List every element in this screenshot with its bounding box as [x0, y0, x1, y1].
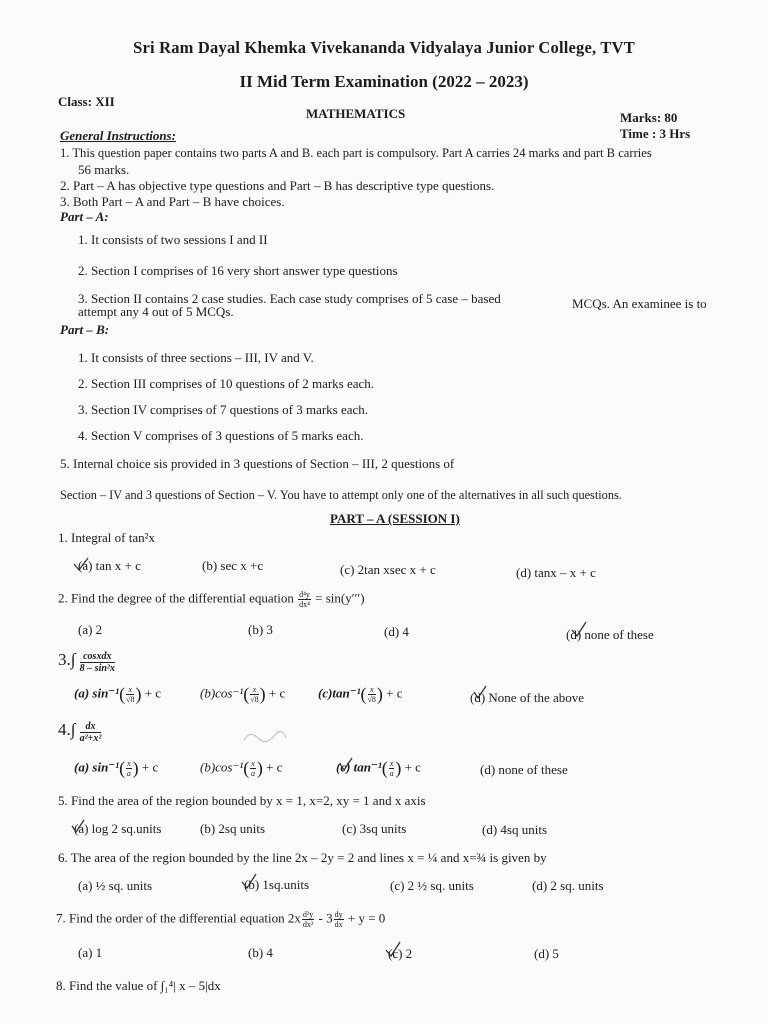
q4-option-d: (d) none of these — [480, 762, 568, 777]
q2-option-b: (b) 3 — [248, 622, 273, 637]
q7-option-d: (d) 5 — [534, 946, 559, 961]
question-7: 7. Find the order of the differential equation 2x $\frac{\text{d²y}}{\text{dx²}}$ - 3 $\frac{dy}{dx}$ + y = 0 — [56, 910, 386, 929]
instruction-1a: 1. This question paper contains two parts A and B. each part is compulsory. Part A carries 24 marks and part B carries — [60, 146, 652, 160]
question-3: 3.∫ $\frac{\text{cosxdx}}{\text{8 – sin²x}}$ — [58, 650, 115, 674]
q2-option-a: (a) 2 — [78, 622, 103, 637]
school-name: Sri Ram Dayal Khemka Vivekananda Vidyalaya Junior College, TVT — [133, 38, 635, 57]
tick-mark-icon — [72, 556, 90, 572]
q3-option-b: (b)cos⁻¹( $\frac{x}{√8}$ ) + c — [200, 684, 286, 704]
part-a-heading: Part – A: — [60, 209, 109, 224]
q7-option-c: (c) 2 — [388, 946, 413, 961]
q6-option-a: (a) ½ sq. units — [78, 878, 153, 893]
tick-mark-icon — [472, 684, 488, 700]
q4-option-c: (c) tan⁻¹( $\frac{x}{a}$ ) + c — [336, 758, 421, 778]
time-label: Time : 3 Hrs — [620, 126, 691, 141]
q4-option-b: (b)cos⁻¹( $\frac{x}{a}$ ) + c — [200, 758, 283, 778]
instruction-2: 2. Part – A has objective type questions and Part – B has descriptive type questions. — [60, 178, 495, 193]
question-1: 1. Integral of tan²x — [58, 530, 156, 545]
q7-option-b: (b) 4 — [248, 945, 273, 960]
question-6: 6. The area of the region bounded by the line 2x – 2y = 2 and lines x = ¼ and x=¾ is given by — [58, 850, 547, 865]
question-2: 2. Find the degree of the differential equation $\frac{\text{d⁴y}}{\text{dx⁴}}$ = sin(y′′′) — [58, 590, 365, 609]
q1-option-d: (d) tanx – x + c — [516, 565, 596, 580]
q5-option-d: (d) 4sq units — [482, 822, 547, 837]
part-a-item-3b: attempt any 4 out of 5 MCQs. — [78, 304, 234, 319]
question-5: 5. Find the area of the region bounded by x = 1, x=2, xy = 1 and x axis — [58, 793, 426, 808]
part-b-item-3: 3. Section IV comprises of 7 questions of 3 marks each. — [78, 402, 369, 417]
tick-mark-icon — [338, 756, 354, 772]
q1-option-b: (b) sec x +c — [202, 558, 264, 573]
q5-option-a: (a) log 2 sq.units — [74, 821, 162, 836]
exam-title: II Mid Term Examination (2022 – 2023) — [239, 72, 529, 91]
q5-option-c: (c) 3sq units — [342, 821, 407, 836]
q4-option-a: (a) sin⁻¹( $\frac{x}{a}$ ) + c — [74, 758, 159, 778]
part-b-item-4: 4. Section V comprises of 3 questions of 5 marks each. — [78, 428, 364, 443]
q3-option-a: (a) sin⁻¹( $\frac{x}{√8}$ ) + c — [74, 684, 162, 704]
instruction-5a: 5. Internal choice sis provided in 3 questions of Section – III, 2 questions of — [60, 456, 455, 471]
subject-label: MATHEMATICS — [306, 106, 406, 121]
q6-option-b: (b) 1sq.units — [244, 877, 309, 892]
tick-mark-icon — [384, 940, 402, 958]
q1-option-c: (c) 2tan xsec x + c — [340, 562, 436, 577]
q6-option-c: (c) 2 ½ sq. units — [390, 878, 474, 893]
q1-option-a: (a) tan x + c — [78, 558, 141, 573]
question-4: 4.∫ $\frac{dx}{\text{a²+x²}}$ — [58, 720, 102, 744]
tick-mark-icon — [570, 620, 588, 638]
q3-option-c: (c)tan⁻¹( $\frac{x}{√8}$ ) + c — [318, 684, 403, 704]
part-a-item-3c: MCQs. An examinee is to — [572, 296, 707, 311]
part-b-item-1: 1. It consists of three sections – III, IV and V. — [78, 350, 314, 365]
instructions-title: General Instructions: — [60, 128, 176, 143]
class-label: Class: XII — [58, 94, 115, 109]
tick-mark-icon — [240, 872, 258, 890]
part-a-item-1: 1. It consists of two sessions I and II — [78, 232, 268, 247]
part-a-item-2: 2. Section I comprises of 16 very short answer type questions — [78, 263, 398, 278]
section-title: PART – A (SESSION I) — [330, 511, 460, 526]
q6-option-d: (d) 2 sq. units — [532, 878, 604, 893]
pencil-scribble — [240, 728, 290, 744]
q5-option-b: (b) 2sq units — [200, 821, 265, 836]
q2-option-d1: (d) 4 — [384, 624, 409, 639]
instruction-5b: Section – IV and 3 questions of Section – V. You have to attempt only one of the alternatives in all such questions. — [60, 488, 622, 502]
q7-option-a: (a) 1 — [78, 945, 103, 960]
instruction-1b: 56 marks. — [78, 162, 130, 177]
marks-label: Marks: 80 — [620, 110, 678, 125]
tick-mark-icon — [70, 818, 86, 834]
part-b-heading: Part – B: — [60, 322, 110, 337]
part-b-item-2: 2. Section III comprises of 10 questions of 2 marks each. — [78, 376, 375, 391]
q3-option-d: (d) None of the above — [470, 690, 585, 705]
instruction-3: 3. Both Part – A and Part – B have choices. — [60, 194, 285, 209]
q2-option-d2: (d) none of these — [566, 627, 654, 642]
part-a-item-3a: 3. Section II contains 2 case studies. Each case study comprises of 5 case – based — [78, 291, 501, 306]
question-8: 8. Find the value of ∫₁⁴| x – 5|dx — [56, 978, 221, 993]
